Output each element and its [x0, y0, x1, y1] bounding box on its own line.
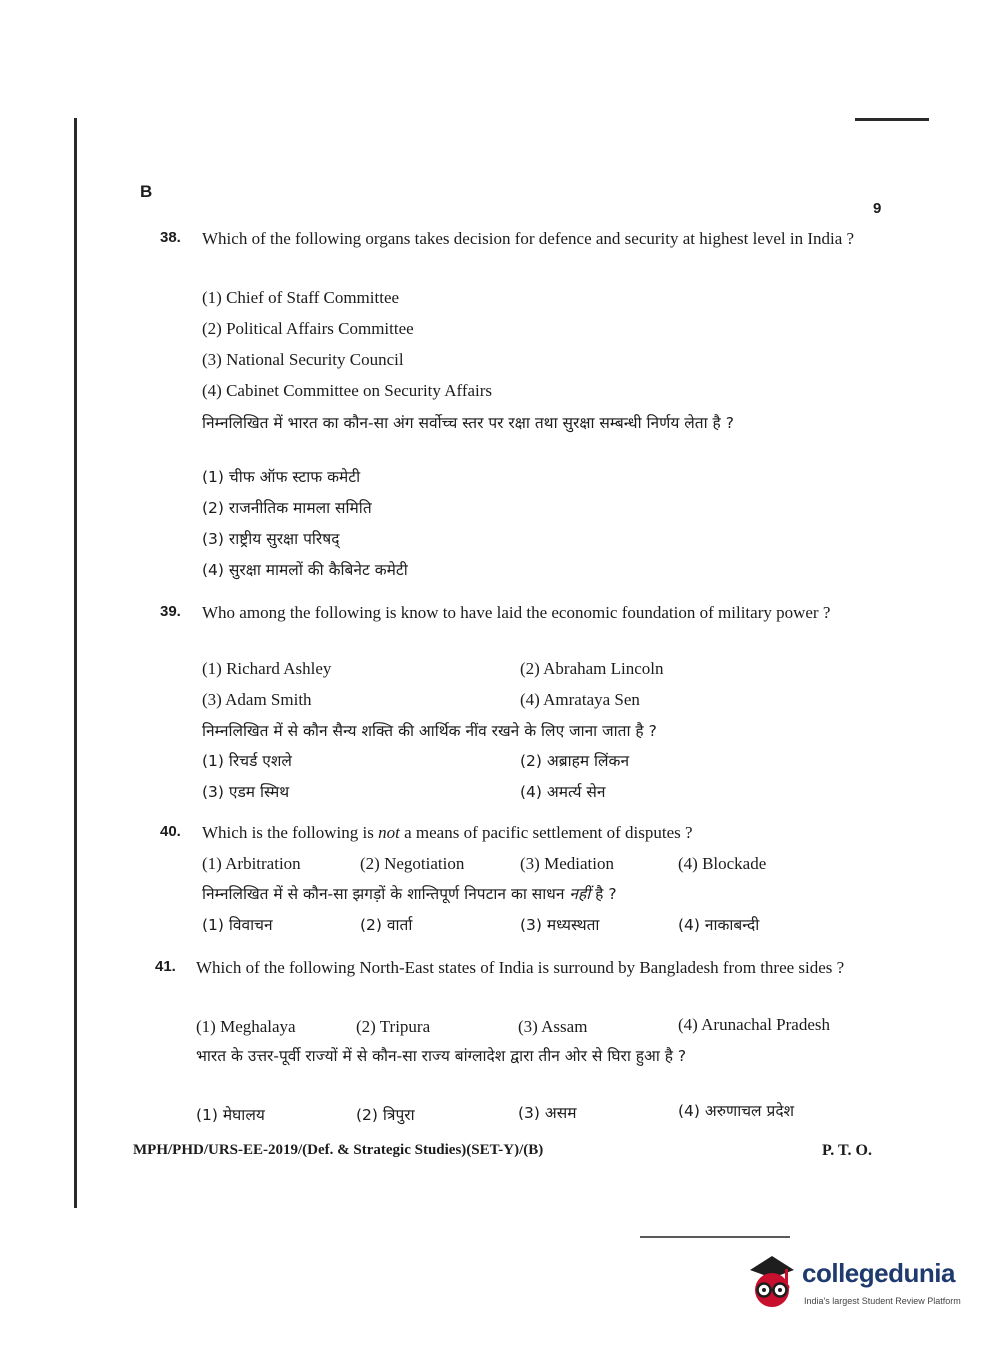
question-text-en: Which of the following organs takes decision for defence and security at highest level in India ?: [202, 229, 855, 248]
option-hi: (3) एडम स्मिथ: [202, 783, 290, 801]
option-hi: (3) राष्ट्रीय सुरक्षा परिषद्: [202, 530, 340, 548]
option-en: (2) Negotiation: [360, 854, 465, 873]
question-text-part: a means of pacific settlement of disputes ?: [399, 823, 693, 842]
option-hi: (1) विवाचन: [202, 916, 273, 934]
left-margin-rule: [74, 118, 77, 1208]
option-hi: (4) अमर्त्य सेन: [520, 783, 606, 801]
option-hi: (4) सुरक्षा मामलों की कैबिनेट कमेटी: [202, 561, 408, 579]
question-number: 39.: [160, 603, 181, 620]
option-hi: (1) चीफ ऑफ स्टाफ कमेटी: [202, 468, 361, 486]
question-text-hi: [202, 882, 878, 907]
question-text-part: है ?: [590, 885, 617, 903]
question-text-part: Which is the following is: [202, 823, 379, 842]
option-hi: (2) वार्ता: [360, 916, 413, 934]
brand-name: collegedunia: [802, 1258, 955, 1288]
top-right-rule: [855, 118, 929, 121]
option-en: (1) Arbitration: [202, 854, 301, 873]
option-hi: (2) राजनीतिक मामला समिति: [202, 499, 372, 517]
bottom-rule: [640, 1236, 790, 1238]
question-text-hi: निम्नलिखित में से कौन सैन्य शक्ति की आर्थिक नींव रखने के लिए जाना जाता है ?: [202, 722, 657, 740]
option-en: (2) Tripura: [356, 1017, 431, 1036]
option-en: (3) Mediation: [520, 854, 614, 873]
option-hi: (2) अब्राहम लिंकन: [520, 752, 630, 770]
option-en: (3) Assam: [518, 1017, 588, 1036]
question-text-en: Who among the following is know to have laid the economic foundation of military power ?: [202, 603, 831, 622]
option-hi: (1) रिचर्ड एशले: [202, 752, 292, 770]
option-en: (4) Cabinet Committee on Security Affairs: [202, 381, 493, 400]
question-number: 40.: [160, 823, 181, 840]
question-text-hi: भारत के उत्तर-पूर्वी राज्यों में से कौन-सा राज्य बांग्लादेश द्वारा तीन ओर से घिरा हुआ है ?: [196, 1047, 687, 1065]
option-en: (3) Adam Smith: [202, 690, 312, 709]
paper-code: MPH/PHD/URS-EE-2019/(Def. & Strategic Studies)(SET-Y)/(B): [133, 1142, 544, 1158]
emphasis-not: not: [378, 823, 400, 842]
pto-label: P. T. O.: [822, 1142, 872, 1159]
option-en: (1) Richard Ashley: [202, 659, 332, 678]
question-text-en: Which of the following North-East states of India is surround by Bangladesh from three sides ?: [196, 958, 845, 977]
option-hi: (4) अरुणाचल प्रदेश: [678, 1102, 795, 1120]
option-hi: (4) नाकाबन्दी: [678, 916, 760, 934]
question-text-part: निम्नलिखित में से कौन-सा झगड़ों के शान्तिपूर्ण निपटान का साधन: [202, 885, 570, 903]
option-en: (2) Political Affairs Committee: [202, 319, 414, 338]
option-en: (4) Blockade: [678, 854, 767, 873]
question-number: 38.: [160, 229, 181, 246]
option-en: (1) Chief of Staff Committee: [202, 288, 400, 307]
brand-tagline: India's largest Student Review Platform: [804, 1296, 961, 1306]
question-text-en: [202, 820, 878, 845]
watermark-logo: [742, 1252, 972, 1316]
question-text-hi: निम्नलिखित में भारत का कौन-सा अंग सर्वोच्च स्तर पर रक्षा तथा सुरक्षा सम्बन्धी निर्णय लेता है ?: [202, 414, 734, 432]
option-hi: (1) मेघालय: [196, 1106, 265, 1124]
option-hi: (2) त्रिपुरा: [356, 1106, 415, 1124]
option-en: (4) Amrataya Sen: [520, 690, 640, 709]
option-en: (4) Arunachal Pradesh: [678, 1015, 831, 1034]
emphasis-not: नहीं: [569, 885, 591, 903]
page-number: 9: [873, 200, 882, 217]
option-hi: (3) मध्यस्थता: [520, 916, 600, 934]
option-en: (1) Meghalaya: [196, 1017, 296, 1036]
option-en: (3) National Security Council: [202, 350, 404, 369]
question-number: 41.: [155, 958, 176, 975]
set-letter: B: [140, 182, 153, 201]
mascot-icon: [742, 1252, 802, 1316]
option-en: (2) Abraham Lincoln: [520, 659, 664, 678]
option-hi: (3) असम: [518, 1104, 577, 1122]
